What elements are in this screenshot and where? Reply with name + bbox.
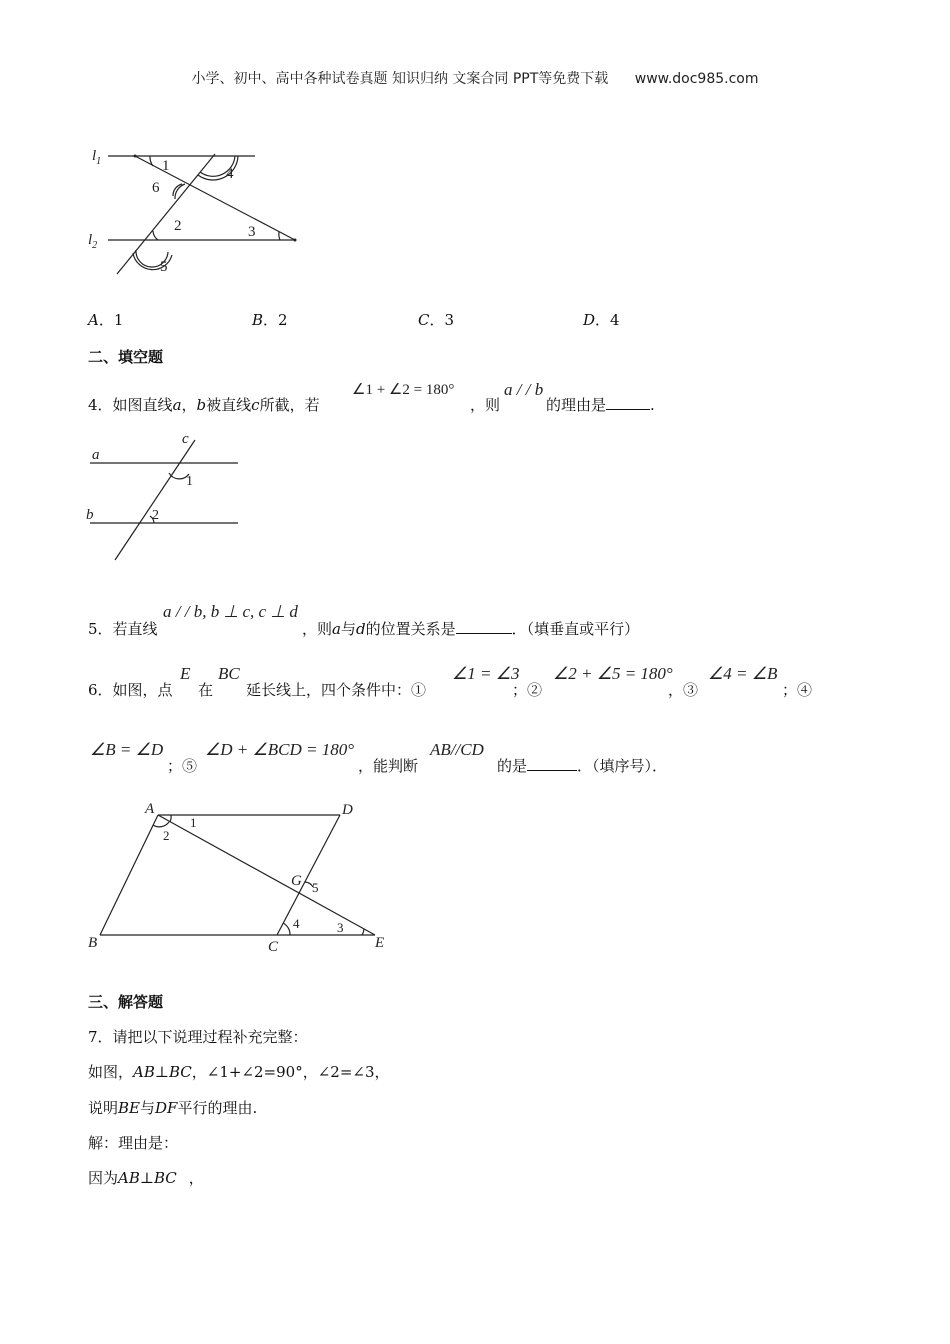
figure-quadrilateral-abcd xyxy=(85,795,395,955)
angle-label-4: 4 xyxy=(293,916,300,931)
header-url[interactable]: www.doc985.com xyxy=(634,71,759,87)
label-c: c xyxy=(182,431,189,447)
question-5-prefix: 5．若直线 xyxy=(88,620,158,638)
angle-label-4: 4 xyxy=(226,166,234,182)
angle-label-5: 5 xyxy=(160,259,168,275)
q4-condition-math: ∠1 + ∠2 = 180° xyxy=(352,382,455,398)
answer-blank-q5[interactable] xyxy=(456,619,512,634)
q6-sep-3: ，③ xyxy=(668,681,699,699)
label-a: a xyxy=(92,447,100,463)
angle-arc-3 xyxy=(279,232,280,240)
question-7-intro: 7．请把以下说理过程补充完整： xyxy=(88,1028,308,1046)
q6-sep-2: ；② xyxy=(512,681,543,699)
q6-condition-3: ∠4 = ∠B xyxy=(708,664,778,683)
vertex-label-a: A xyxy=(145,801,155,817)
q4-text-then: ，则 xyxy=(470,396,501,414)
question-7-because: 因为AB⊥BC ， xyxy=(88,1169,204,1187)
section-solve-title: 三、解答题 xyxy=(88,993,164,1011)
angle-label-2: 2 xyxy=(174,218,182,234)
option-c[interactable]: C．3 xyxy=(418,311,455,329)
section-fill-in-title: 二、填空题 xyxy=(88,348,164,366)
label-b: b xyxy=(86,507,94,523)
angle-label-3: 3 xyxy=(337,920,344,935)
q6-condition-5: ∠D + ∠BCD = 180° xyxy=(205,740,354,759)
vertex-label-d: D xyxy=(342,802,353,818)
q6-segment-bc: BC xyxy=(218,664,240,683)
q6-condition-1: ∠1 = ∠3 xyxy=(452,664,520,683)
question-7-prove: 说明BE与DF平行的理由. xyxy=(88,1099,258,1117)
option-b[interactable]: B．2 xyxy=(252,311,288,329)
answer-blank-q4[interactable] xyxy=(606,395,650,410)
angle-arc-2 xyxy=(153,822,169,827)
angle-arc-2 xyxy=(153,231,158,240)
q5-condition-math: a / / b, b ⊥ c, c ⊥ d xyxy=(163,602,298,621)
q6-text-answer: 的是 ．（填序号）． xyxy=(497,757,668,775)
angle-label-2: 2 xyxy=(152,508,159,523)
segment-ab xyxy=(100,815,158,935)
angle-label-1: 1 xyxy=(190,815,197,830)
q6-sep-4: ；④ xyxy=(782,681,813,699)
q6-text-judge: ，能判断 xyxy=(358,757,419,775)
angle-label-1: 1 xyxy=(186,474,193,489)
segment-ae xyxy=(158,815,375,935)
point-label-g: G xyxy=(291,873,302,889)
segment-dc xyxy=(277,815,340,935)
question-4: 4．如图直线a，b被直线c所截，若 xyxy=(88,396,320,414)
page-header xyxy=(0,68,950,88)
figure-parallel-lines-l1-l2 xyxy=(80,138,310,278)
question-7-solution-start: 解：理由是： xyxy=(88,1134,179,1152)
line-c xyxy=(115,440,195,560)
option-d[interactable]: D．4 xyxy=(583,311,620,329)
question-5-suffix: ，则a与d的位置关系是 ．（填垂直或平行） xyxy=(302,620,640,638)
q4-text-reason: 的理由是 . xyxy=(546,396,655,414)
q6-condition-4: ∠B = ∠D xyxy=(90,740,164,759)
header-text: 小学、初中、高中各种试卷真题 知识归纳 文案合同 PPT等免费下载 xyxy=(191,71,609,87)
angle-arc-4 xyxy=(283,923,290,935)
q6-text-on: 在 xyxy=(198,681,214,699)
answer-blank-q6[interactable] xyxy=(527,756,577,771)
q6-text-conditions: 延长线上，四个条件中：① xyxy=(246,681,427,699)
question-7-given: 如图，AB⊥BC，∠1+∠2=90°，∠2=∠3， xyxy=(88,1063,390,1081)
q4-parallel-math: a / / b xyxy=(504,380,544,399)
option-a[interactable]: A．1 xyxy=(88,311,124,329)
label-l2: $l_2$ xyxy=(88,232,98,251)
vertex-label-e: E xyxy=(375,935,385,951)
transversal-1 xyxy=(135,156,295,240)
q6-sep-5: ；⑤ xyxy=(167,757,198,775)
angle-label-5: 5 xyxy=(312,880,319,895)
q6-condition-2: ∠2 + ∠5 = 180° xyxy=(553,664,673,683)
q6-point-e: E xyxy=(180,664,191,683)
label-l1: $l_1$ xyxy=(92,148,102,167)
angle-label-6: 6 xyxy=(152,180,160,196)
figure-lines-a-b-c xyxy=(82,430,247,565)
angle-label-1: 1 xyxy=(162,158,170,174)
question-6-prefix: 6．如图，点 xyxy=(88,681,173,699)
angle-label-2: 2 xyxy=(163,828,170,843)
vertex-label-c: C xyxy=(268,939,279,955)
vertex-label-b: B xyxy=(88,935,98,951)
angle-label-3: 3 xyxy=(248,224,256,240)
q6-ab-parallel-cd: AB//CD xyxy=(430,740,484,759)
angle-arc-1 xyxy=(170,815,171,822)
angle-arc-3 xyxy=(362,929,364,935)
